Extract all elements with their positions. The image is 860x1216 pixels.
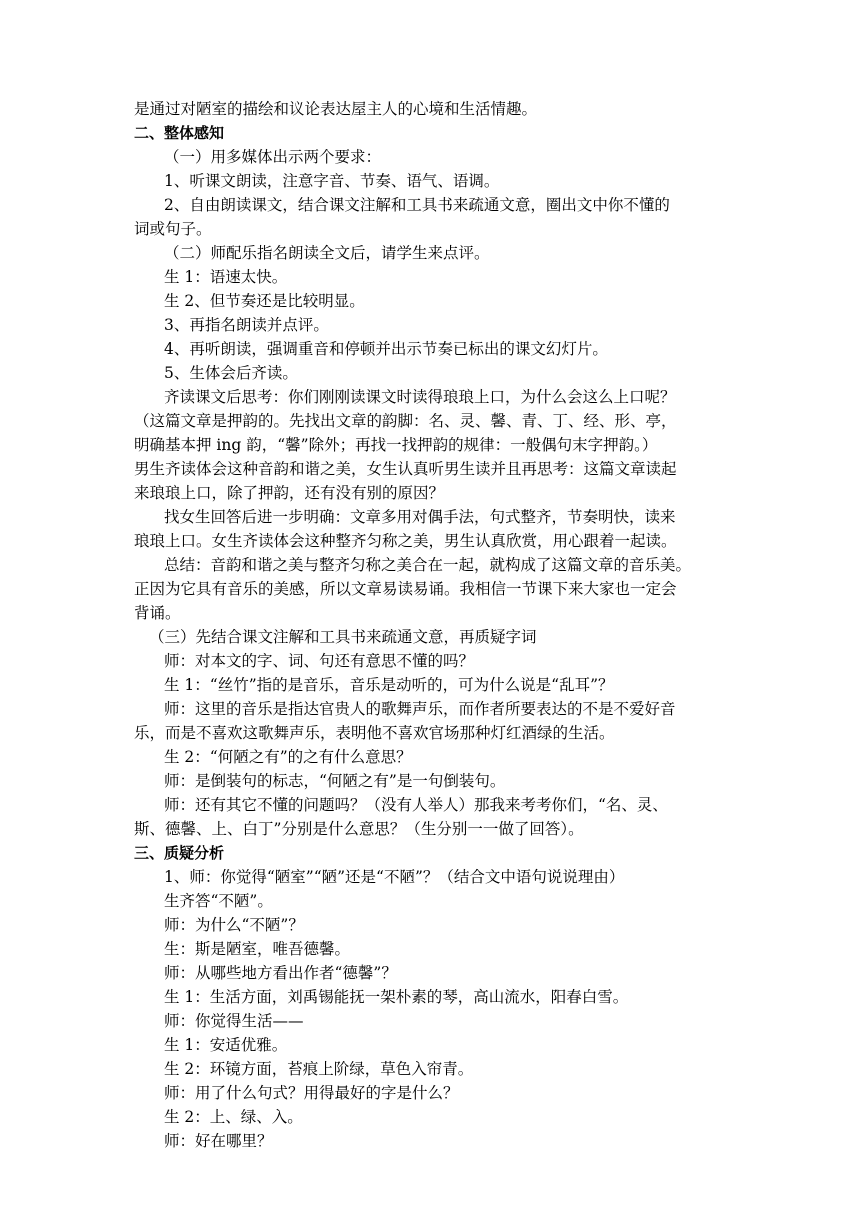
text-line: 是通过对陋室的描绘和议论表达屋主人的心境和生活情趣。 bbox=[134, 100, 538, 118]
text-line: 斯、德馨、上、白丁”分别是什么意思？（生分别一一做了回答）。 bbox=[134, 820, 584, 838]
text-line: （一）用多媒体出示两个要求： bbox=[164, 148, 382, 166]
text-line: （二）师配乐指名朗读全文后，请学生来点评。 bbox=[164, 244, 490, 262]
section-heading: 三、质疑分析 bbox=[134, 844, 225, 862]
text-line: 来琅琅上口，除了押韵，还有没有别的原因？ bbox=[134, 484, 445, 502]
text-line: 生 2：环镜方面，苔痕上阶绿，草色入帘青。 bbox=[164, 1060, 474, 1078]
text-line: 男生齐读体会这种音韵和谐之美，女生认真听男生读并且再思考：这篇文章读起 bbox=[134, 460, 677, 478]
text-line: 师：好在哪里？ bbox=[164, 1132, 273, 1150]
text-line: 齐读课文后思考：你们刚刚读课文时读得琅琅上口，为什么会这么上口呢？ bbox=[164, 388, 676, 406]
text-line: 生 2、但节奏还是比较明显。 bbox=[164, 292, 365, 310]
text-line: 生 1：语速太快。 bbox=[164, 268, 288, 286]
text-line: 乐，而是不喜欢这歌舞声乐，表明他不喜欢官场那种灯红酒绿的生活。 bbox=[134, 724, 615, 742]
text-line: （三）先结合课文注解和工具书来疏通文意，再质疑字词 bbox=[149, 628, 537, 646]
text-line: 师：对本文的字、词、句还有意思不懂的吗？ bbox=[164, 652, 475, 670]
text-line: 师：还有其它不懂的问题吗？（没有人举人）那我来考考你们，“名、灵、 bbox=[164, 796, 668, 814]
text-line: 4、再听朗读，强调重音和停顿并出示节奏已标出的课文幻灯片。 bbox=[164, 340, 608, 358]
text-line: 师：是倒装句的标志，“何陋之有”是一句倒装句。 bbox=[164, 772, 506, 790]
text-line: 找女生回答后进一步明确：文章多用对偶手法，句式整齐，节奏明快，读来 bbox=[164, 508, 676, 526]
text-line: 生齐答“不陋”。 bbox=[164, 892, 273, 910]
text-line: 生 2：上、绿、入。 bbox=[164, 1108, 303, 1126]
text-line: 师：你觉得生活—— bbox=[164, 1012, 304, 1030]
text-line: 1、师：你觉得“陋室”“陋”还是“不陋”？（结合文中语句说说理由） bbox=[164, 868, 625, 886]
text-line: 3、再指名朗读并点评。 bbox=[164, 316, 329, 334]
text-line: 师：从哪些地方看出作者“德馨”？ bbox=[164, 964, 397, 982]
text-line: 师：这里的音乐是指达官贵人的歌舞声乐，而作者所要表达的不是不爱好音 bbox=[164, 700, 676, 718]
text-line: 1、听课文朗读，注意字音、节奏、语气、语调。 bbox=[164, 172, 500, 190]
section-heading: 二、整体感知 bbox=[134, 124, 225, 142]
text-line: 师：用了什么句式？用得最好的字是什么？ bbox=[164, 1084, 459, 1102]
text-line: 背诵。 bbox=[134, 604, 181, 622]
text-line: 明确基本押 ing 韵，“馨”除外；再找一找押韵的规律：一般偶句末字押韵。） bbox=[134, 436, 658, 454]
text-line: 师：为什么“不陋”？ bbox=[164, 916, 304, 934]
text-line: 总结：音韵和谐之美与整齐匀称之美合在一起，就构成了这篇文章的音乐美。 bbox=[164, 556, 692, 574]
text-line: 生：斯是陋室，唯吾德馨。 bbox=[164, 940, 351, 958]
text-line: （这篇文章是押韵的。先找出文章的韵脚：名、灵、馨、青、丁、经、形、亭， bbox=[134, 412, 677, 430]
text-line: 5、生体会后齐读。 bbox=[164, 364, 298, 382]
text-line: 琅琅上口。女生齐读体会这种整齐匀称之美，男生认真欣赏，用心跟着一起读。 bbox=[134, 532, 677, 550]
text-line: 2、自由朗读课文，结合课文注解和工具书来疏通文意，圈出文中你不懂的 bbox=[164, 196, 670, 214]
text-line: 正因为它具有音乐的美感，所以文章易读易诵。我相信一节课下来大家也一定会 bbox=[134, 580, 677, 598]
text-line: 生 2：“何陋之有”的之有什么意思？ bbox=[164, 748, 412, 766]
text-line: 词或句子。 bbox=[134, 220, 212, 238]
text-line: 生 1：“丝竹”指的是音乐，音乐是动听的，可为什么说是“乱耳”？ bbox=[164, 676, 614, 694]
text-line: 生 1：安适优雅。 bbox=[164, 1036, 288, 1054]
text-line: 生 1：生活方面，刘禹锡能抚一架朴素的琴，高山流水，阳春白雪。 bbox=[164, 988, 629, 1006]
